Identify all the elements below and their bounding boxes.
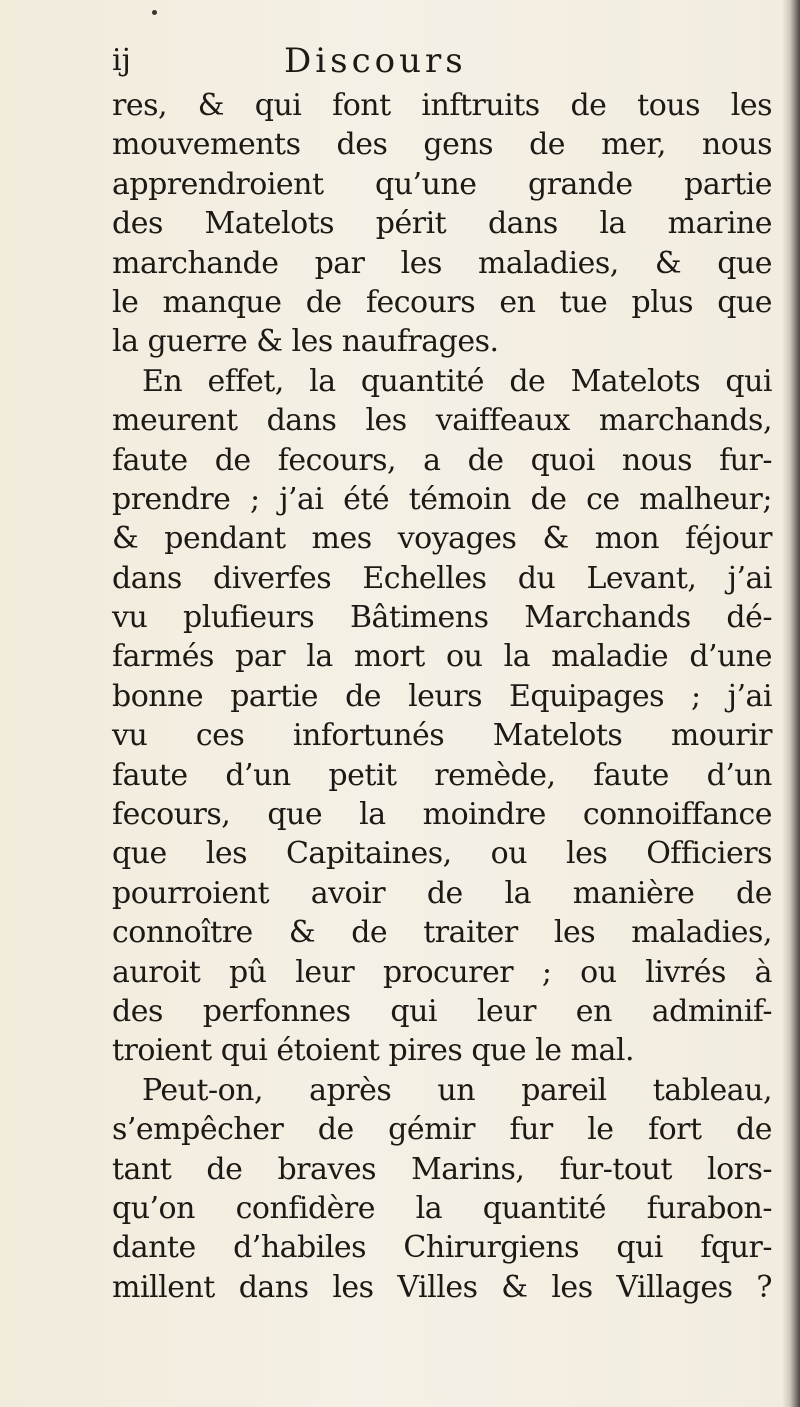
text-line: farmés par la mort ou la maladie d’une bbox=[112, 639, 772, 675]
text-line: le manque de fecours en tue plus que bbox=[112, 284, 772, 320]
text-line: connoître & de traiter les maladies, bbox=[112, 915, 772, 951]
text-line: qu’on confidère la quantité furabon- bbox=[112, 1190, 772, 1226]
text-line: fecours, que la moindre connoiffance bbox=[112, 797, 772, 833]
text-line: faute de fecours, a de quoi nous fur- bbox=[112, 442, 772, 478]
text-line: apprendroient qu’une grande partie bbox=[112, 166, 772, 202]
text-line: Peut-on, après un pareil tableau, bbox=[142, 1072, 772, 1108]
text-line: que les Capitaines, ou les Officiers bbox=[112, 836, 772, 872]
text-line: En effet, la quantité de Matelots qui bbox=[142, 363, 772, 399]
text-line: & pendant mes voyages & mon féjour bbox=[112, 521, 772, 557]
text-line: dans diverfes Echelles du Levant, j’ai bbox=[112, 560, 772, 596]
running-head-title: Discours bbox=[284, 41, 467, 81]
text-line: auroit pû leur procurer ; ou livrés à bbox=[112, 954, 772, 990]
text-line: vu plufieurs Bâtimens Marchands dé- bbox=[112, 600, 772, 636]
text-line: mouvements des gens de mer, nous bbox=[112, 127, 772, 163]
text-line: faute d’un petit remède, faute d’un bbox=[112, 757, 772, 793]
printer-mark bbox=[152, 10, 157, 15]
text-line: marchande par les maladies, & que bbox=[112, 245, 772, 281]
text-line: res, & qui font inftruits de tous les bbox=[112, 88, 772, 123]
body-text bbox=[112, 86, 772, 1307]
text-line: vu ces infortunés Matelots mourir bbox=[112, 718, 772, 754]
text-line: prendre ; j’ai été témoin de ce malheur; bbox=[112, 481, 772, 517]
text-line: troient qui étoient pires que le mal. bbox=[112, 1033, 634, 1069]
text-line: bonne partie de leurs Equipages ; j’ai bbox=[112, 678, 772, 714]
text-line: des perfonnes qui leur en adminif- bbox=[112, 993, 772, 1029]
text-line: meurent dans les vaiffeaux marchands, bbox=[112, 403, 772, 439]
text-line: s’empêcher de gémir fur le fort de bbox=[112, 1112, 772, 1148]
text-line: des Matelots périt dans la marine bbox=[112, 206, 772, 242]
text-line: millent dans les Villes & les Villages ? bbox=[112, 1269, 772, 1305]
running-head bbox=[112, 41, 632, 84]
text-line: tant de braves Marins, fur-tout lors- bbox=[112, 1151, 772, 1187]
text-line: pourroient avoir de la manière de bbox=[112, 875, 772, 911]
text-line: dante d’habiles Chirurgiens qui fqur- bbox=[112, 1230, 772, 1266]
text-line: la guerre & les naufrages. bbox=[112, 324, 499, 360]
page-folio: ij bbox=[112, 43, 131, 78]
page-edge-shadow bbox=[782, 0, 800, 1407]
